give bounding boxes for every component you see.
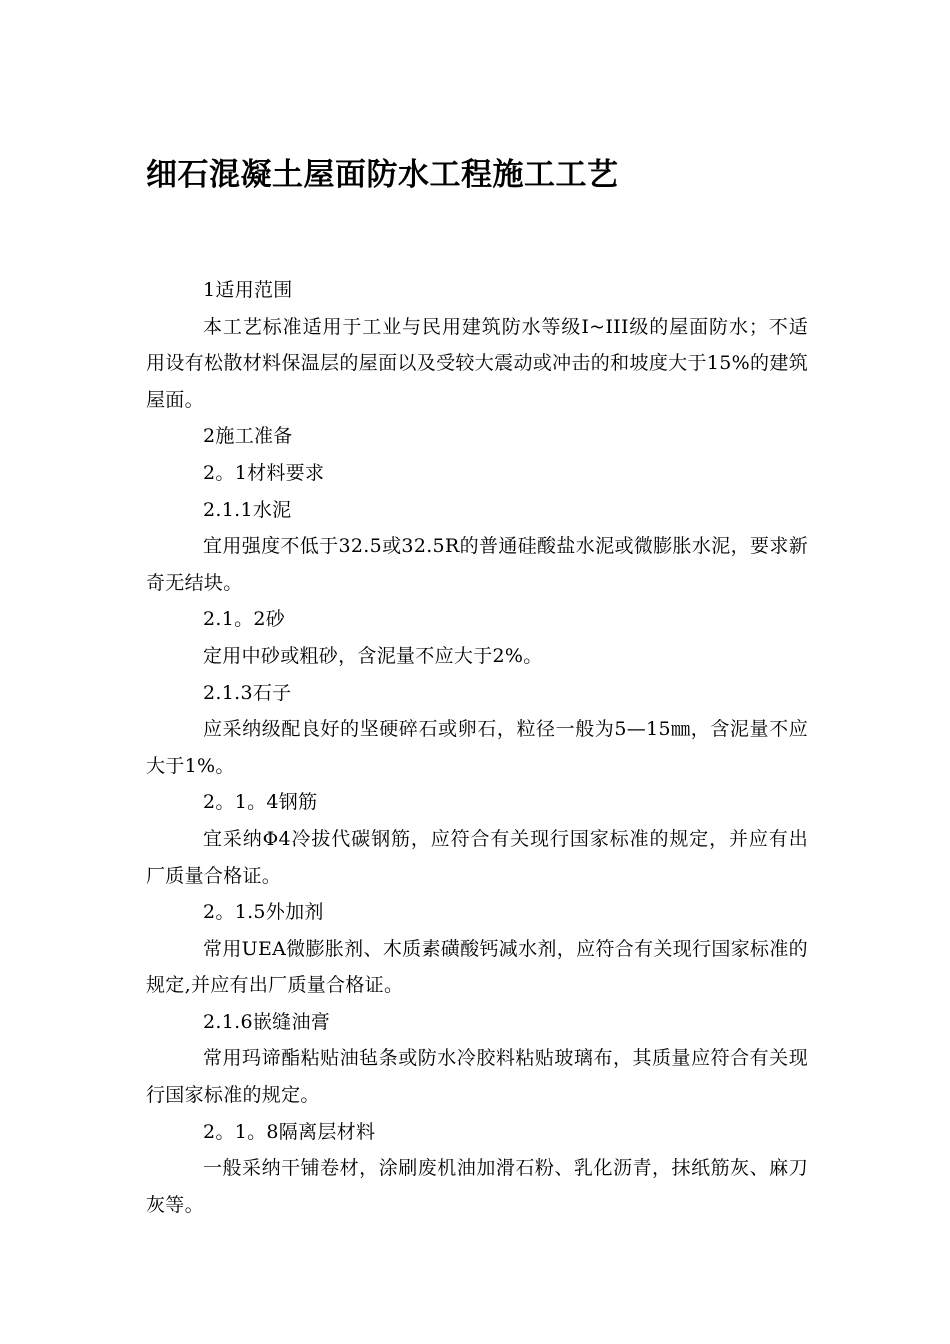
paragraph-stone: 应采纳级配良好的坚硬碎石或卵石，粒径一般为5—15㎜，含泥量不应大于1%。: [146, 718, 808, 777]
document-title: 细石混凝土屋面防水工程施工工艺: [146, 157, 619, 193]
heading-admixture: 2。1.5外加剂: [203, 901, 324, 924]
paragraph-isolation-layer: 一般采纳干铺卷材，涂刷废机油加滑石粉、乳化沥青，抹纸筋灰、麻刀灰等。: [146, 1157, 808, 1216]
heading-cement: 2.1.1水泥: [203, 498, 292, 521]
heading-sealant: 2.1.6嵌缝油膏: [203, 1010, 331, 1033]
paragraph-scope: 本工艺标准适用于工业与民用建筑防水等级I~III级的屋面防水；不适用设有松散材料保温层的屋面以及受较大震动或冲击的和坡度大于15%的建筑屋面。: [146, 315, 808, 411]
heading-scope: 1适用范围: [203, 279, 293, 301]
paragraph-sand: 定用中砂或粗砂，含泥量不应大于2%。: [203, 644, 543, 667]
paragraph-cement: 宜用强度不低于32.5或32.5R的普通硅酸盐水泥或微膨胀水泥，要求新奇无结块。: [146, 535, 808, 594]
document-body: [146, 272, 808, 1223]
heading-preparation: 2施工准备: [203, 425, 293, 448]
heading-sand: 2.1。2砂: [203, 608, 286, 631]
heading-isolation-layer: 2。1。8隔离层材料: [203, 1120, 376, 1143]
heading-rebar: 2。1。4钢筋: [203, 791, 318, 814]
paragraph-rebar: 宜采纳Φ4冷拔代碳钢筋，应符合有关现行国家标准的规定，并应有出厂质量合格证。: [146, 827, 808, 887]
heading-material-requirements: 2。1材料要求: [203, 461, 325, 484]
paragraph-sealant: 常用玛谛酯粘贴油毡条或防水冷胶料粘贴玻璃布，其质量应符合有关现行国家标准的规定。: [146, 1047, 808, 1107]
paragraph-admixture: 常用UEA微膨胀剂、木质素磺酸钙减水剂，应符合有关现行国家标准的规定,并应有出厂质量合格证。: [146, 937, 808, 997]
heading-stone: 2.1.3石子: [203, 681, 292, 704]
